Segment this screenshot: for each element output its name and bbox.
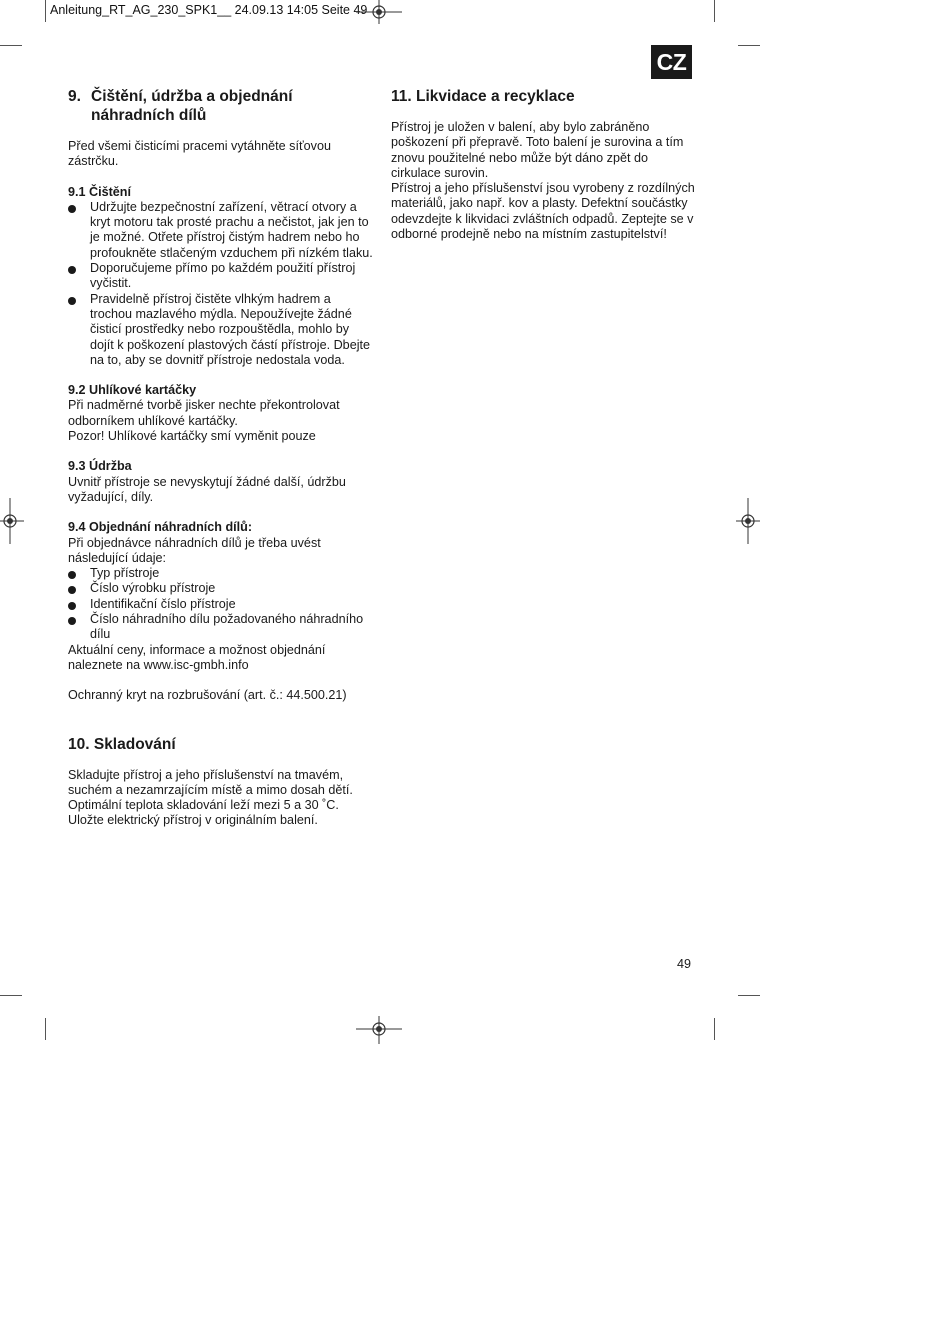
section-9-4-outro: Aktuální ceny, informace a možnost objednání naleznete na www.isc-gmbh.info [68, 642, 326, 672]
section-10-title: 10. Skladování [68, 735, 176, 753]
section-9-4-intro: Při objednávce náhradních dílů je třeba uvést následující údaje: [68, 535, 321, 565]
registration-mark-bottom-icon [356, 1016, 402, 1044]
section-9-3-title: 9.3 Údržba [68, 459, 132, 474]
list-item: Udržujte bezpečnostní zařízení, větrací otvory a kryt motoru tak prosté prachu a nečistot, jak jen to je možné. Otřete přístroj čistým hadrem nebo ho profoukněte stlačeným vzduchem při nízkém tlaku. [68, 200, 373, 261]
cleaning-list [68, 200, 373, 368]
print-header: Anleitung_RT_AG_230_SPK1__ 24.09.13 14:05 Seite 49 [50, 3, 368, 17]
section-9-2-text: Při nadměrné tvorbě jisker nechte překontrolovat odborníkem uhlíkové kartáčky. [68, 398, 340, 428]
section-9-2-warning: Pozor! Uhlíkové kartáčky smí vyměnit pouze [68, 429, 316, 444]
language-badge: CZ [651, 45, 692, 79]
section-11-title: 11. Likvidace a recyklace [391, 88, 575, 105]
accessory-note: Ochranný kryt na rozbrušování (art. č.: 44.500.21) [68, 688, 347, 703]
registration-mark-right-icon [736, 498, 760, 544]
section-9-number: 9. [68, 88, 81, 105]
section-9-4-title: 9.4 Objednání náhradních dílů: [68, 520, 253, 535]
page-number: 49 [677, 957, 692, 971]
section-9-2-title: 9.2 Uhlíkové kartáčky [68, 383, 197, 398]
section-9-title: Čištění, údržba a objednání náhradních dílů [91, 88, 293, 124]
list-item: Číslo výrobku přístroje [68, 581, 373, 596]
right-column [391, 87, 701, 242]
section-11-text-2: Přístroj a jeho příslušenství jsou vyrobeny z rozdílných materiálů, jako např. kov a plasty. Defektní součástky odevzdejte k likvidaci zvláštních odpadů. Zeptejte se v odborné prodejně nebo na místním zastupitelství! [391, 181, 695, 242]
left-column [68, 87, 373, 829]
list-item: Pravidelně přístroj čistěte vlhkým hadrem a trochou mazlavého mýdla. Nepoužívejte žádné čisticí prostředky nebo rozpouštědla, mohlo by dojít k poškození plastových částí přístroje. Dbejte na to, aby se dovnitř přístroje nedostala voda. [68, 292, 373, 368]
registration-mark-top-icon [356, 0, 402, 24]
list-item: Typ přístroje [68, 566, 373, 581]
list-item: Doporučujeme přímo po každém použití přístroj vyčistit. [68, 261, 373, 292]
registration-mark-left-icon [0, 498, 24, 544]
section-10-text: Skladujte přístroj a jeho příslušenství na tmavém, suchém a nezamrzajícím místě a mimo dosah dětí. Optimální teplota skladování leží mezi 5 a 30 ˚C. Uložte elektrický přístroj v originálním balení. [68, 767, 353, 828]
list-item: Identifikační číslo přístroje [68, 597, 373, 612]
order-info-list [68, 566, 373, 642]
section-9-3-text: Uvnitř přístroje se nevyskytují žádné další, údržbu vyžadující, díly. [68, 474, 346, 504]
section-9-intro: Před všemi čisticími pracemi vytáhněte síťovou zástrčku. [68, 139, 331, 169]
section-11-text-1: Přístroj je uložen v balení, aby bylo zabráněno poškození při přepravě. Toto balení je surovina a tím znovu použitelné nebo může být dáno zpět do cirkulace surovin. [391, 120, 684, 180]
section-9-heading [68, 87, 373, 125]
list-item: Číslo náhradního dílu požadovaného náhradního dílu [68, 612, 373, 643]
section-9-1-title: 9.1 Čištění [68, 184, 131, 199]
